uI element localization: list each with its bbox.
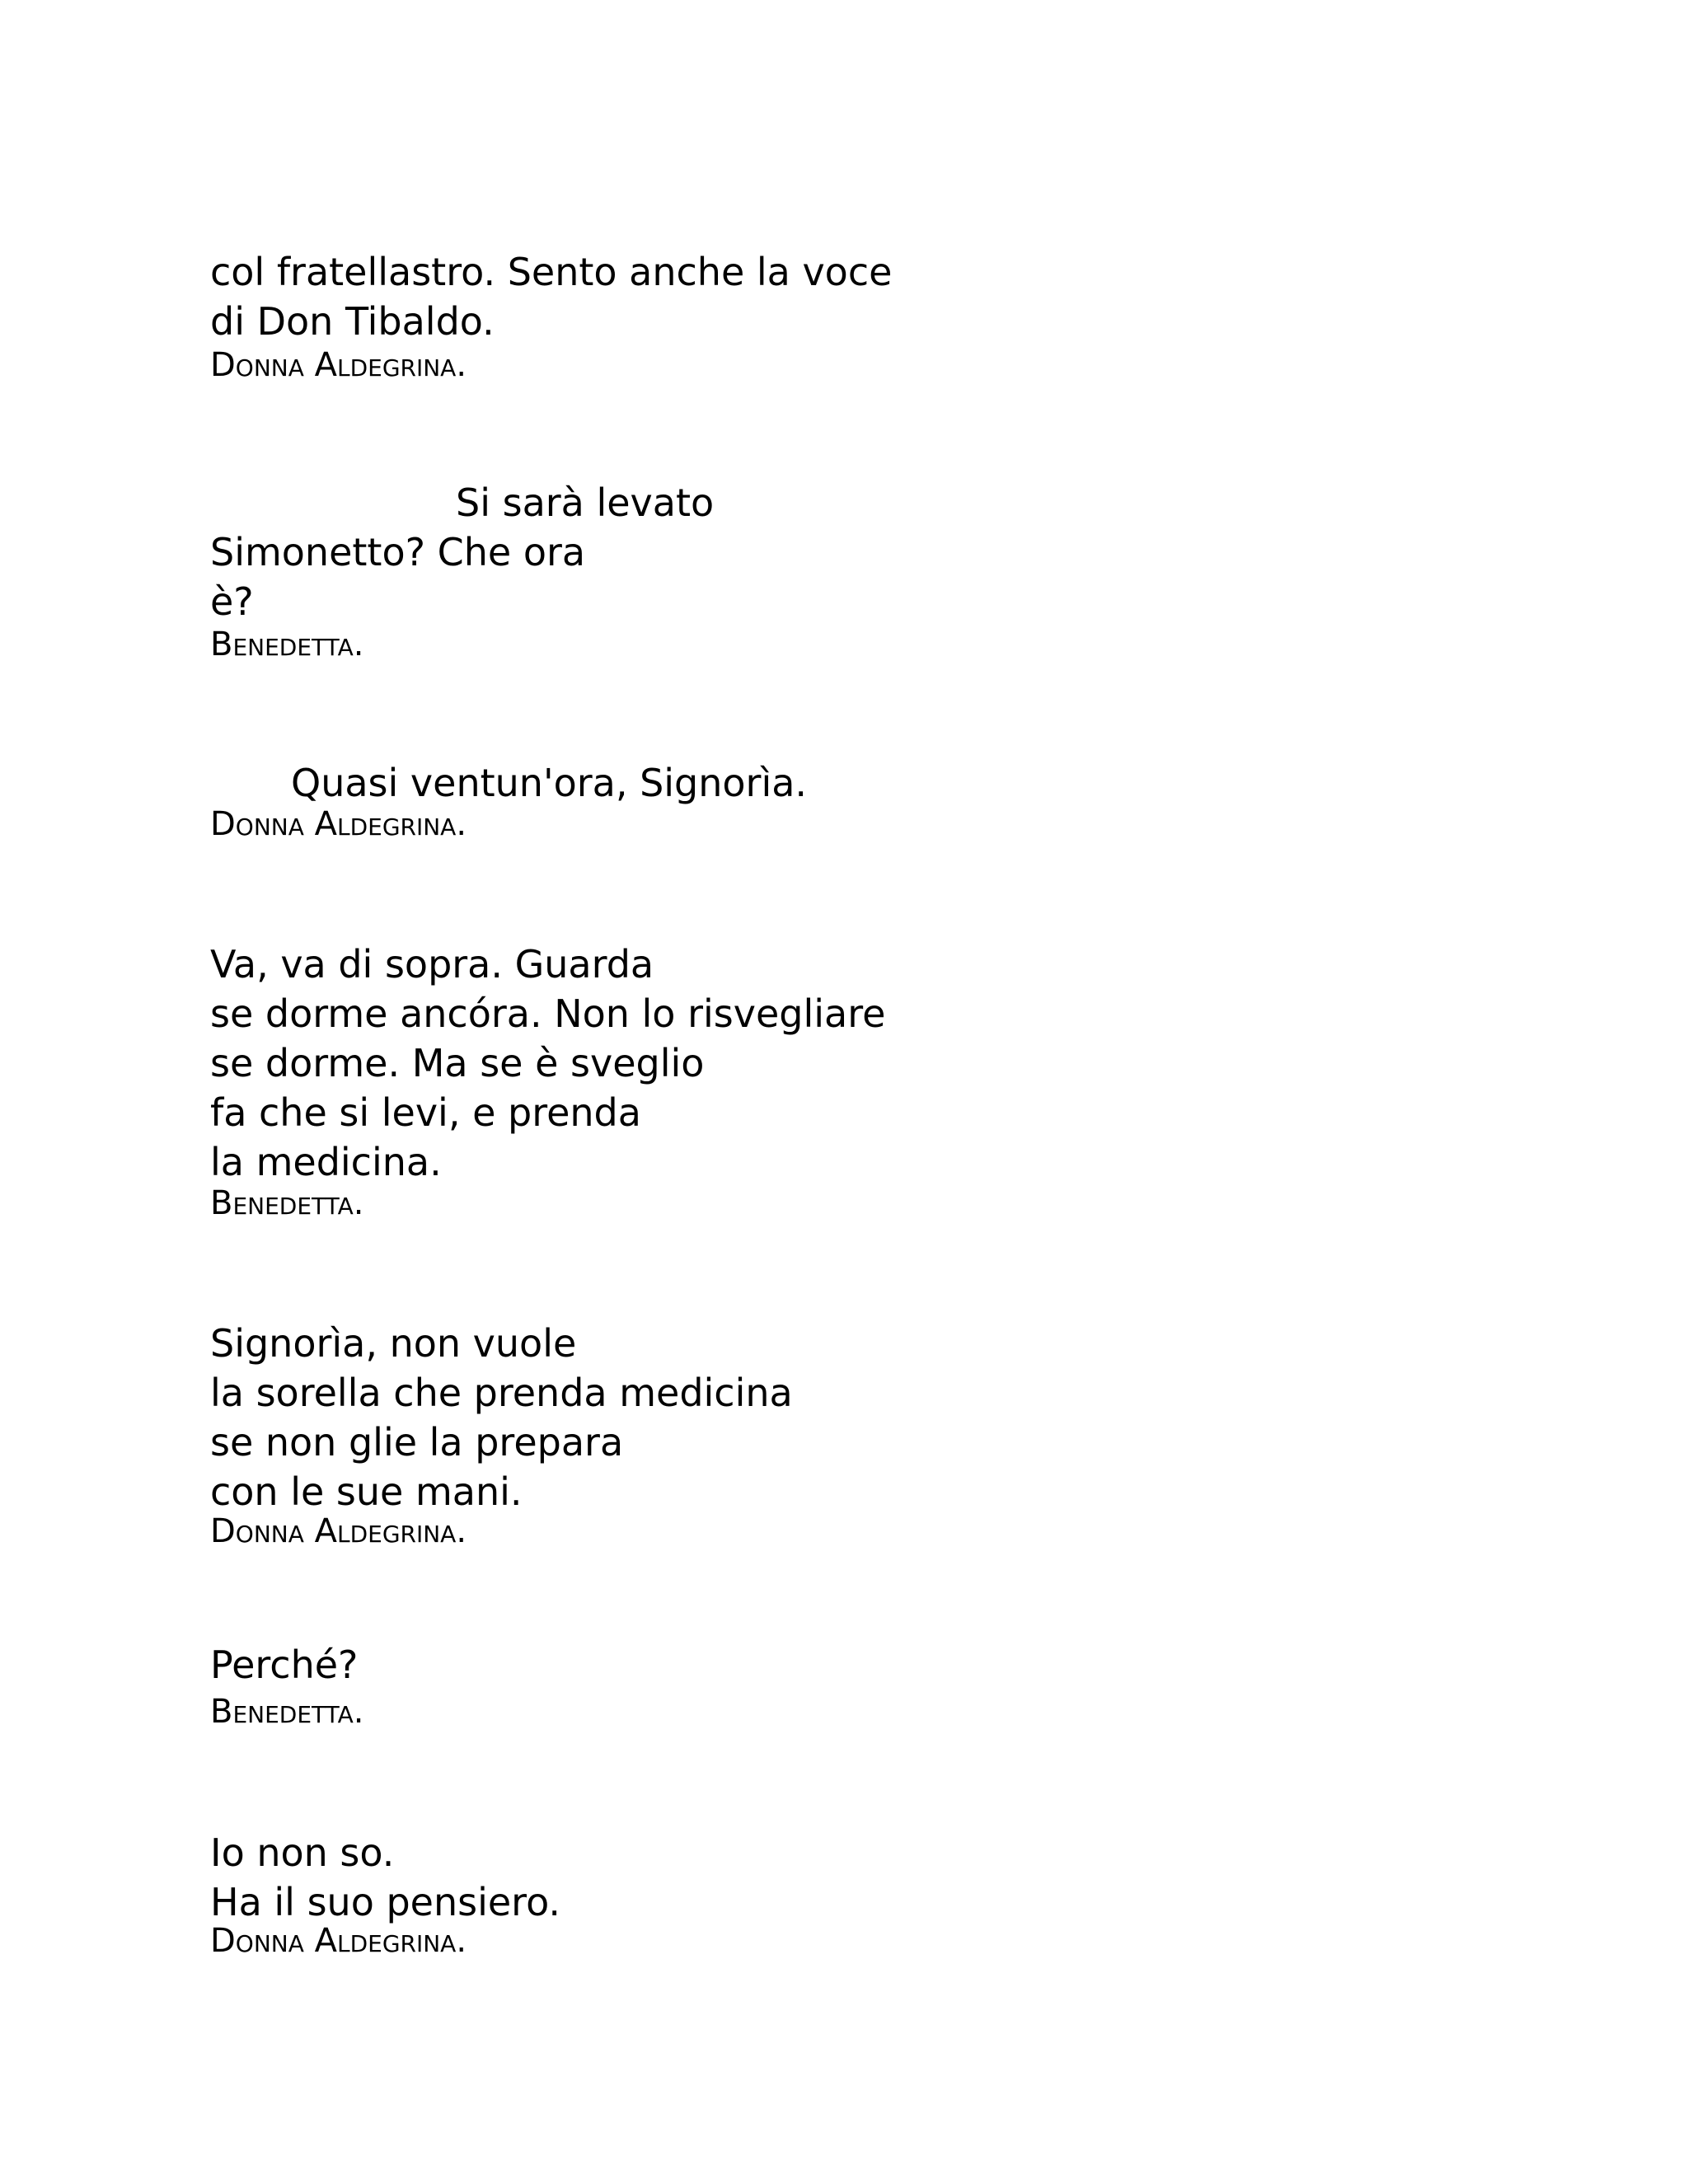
speech-line-text: Io non so. [210,1830,395,1875]
speaker-name: Donna Aldegrina. [210,346,467,384]
speaker-name: Donna Aldegrina. [210,805,467,843]
speaker-name: Donna Aldegrina. [210,1922,467,1960]
speaker-name: Donna Aldegrina. [210,1512,467,1550]
speech-line-text: la sorella che prenda medicina [210,1371,793,1415]
speech-line-text: se dorme. Ma se è sveglio [210,1041,705,1085]
speech-line-text: Simonetto? Che ora [210,530,586,574]
speech-line-text: fa che si levi, e prenda [210,1090,641,1135]
speech-line-text: Perché? [210,1643,359,1687]
speaker-name: Benedetta. [210,1184,364,1222]
speech-line-text: con le sue mani. [210,1469,523,1514]
speech-line [0,527,254,676]
speech-line-text: di Don Tibaldo. [210,299,495,344]
speech-line-text: se dorme ancóra. Non lo risvegliare [210,991,886,1036]
speech-line-text: se non glie la prepara [210,1420,624,1465]
speech-line-text: Ha il suo pensiero. [210,1880,561,1924]
speech-line-text: la medicina. [210,1140,442,1184]
speech-line-text: è? [210,579,254,624]
speech-line-text: Signorìa, non vuole [210,1321,577,1366]
speech-line-text: col fratellastro. Sento anche la voce [210,250,893,294]
speaker-name: Benedetta. [210,1693,364,1731]
speaker-name: Benedetta. [210,626,364,663]
speech-line-text: Si sarà levato [456,480,715,525]
speech-line-text: Quasi ventun'ora, Signorìa. [291,761,808,805]
speech-line-text: Va, va di sopra. Guarda [210,942,654,987]
